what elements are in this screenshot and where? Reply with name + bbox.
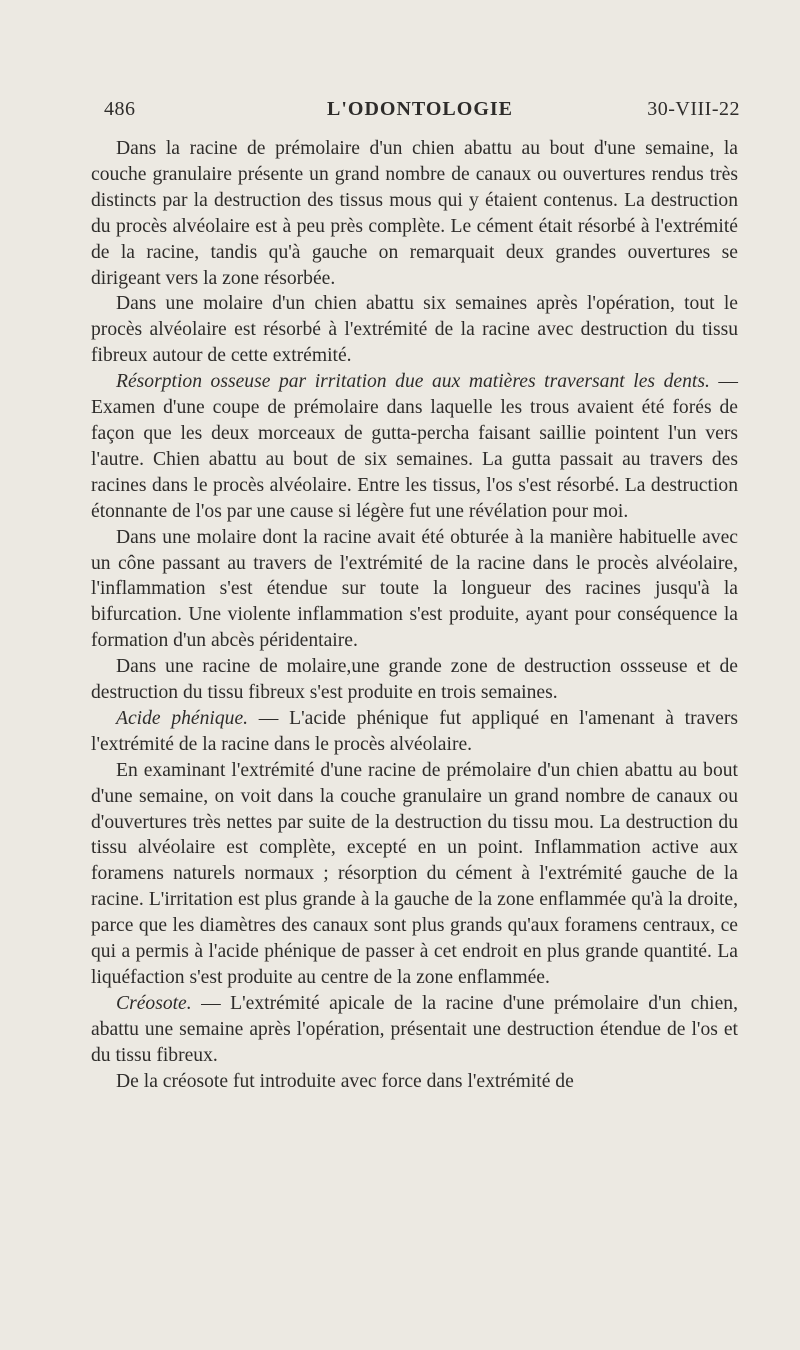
paragraph-1 — [91, 136, 738, 291]
paragraph-2 — [91, 291, 738, 369]
paragraph-text: — L'extrémité apicale de la racine d'une prémolaire d'un chien, abattu une semaine après l'opération, présentait une destruction étendue de l'os et du tissu fibreux. — [91, 992, 738, 1066]
paragraph-text: De la créosote fut introduite avec force dans l'extrémité de — [116, 1070, 574, 1092]
journal-title: L'ODONTOLOGIE — [326, 98, 513, 120]
paragraph-text: Dans une molaire dont la racine avait été obturée à la manière habituelle avec un cône passant au travers de l'extrémité de la racine dans le procès alvéolaire, l'inflammation s'est étendue sur toute la longueur des racines jusqu'à la bifurcation. Une violente inflammation s'est produite, ayant pour conséquence la formation d'un abcès péridentaire. — [91, 526, 738, 652]
section-heading-acide-phenique: Acide phénique. — [116, 707, 249, 729]
issue-date: 30-VIII-22 — [647, 98, 740, 120]
paragraph-3 — [91, 369, 738, 524]
paragraph-text: En examinant l'extrémité d'une racine de prémolaire d'un chien abattu au bout d'une semaine, on voit dans la couche granulaire un grand nombre de canaux ou d'ouvertures très nettes par suite de la destruction du tissu mou. La destruction du tissu alvéolaire est complète, excepté en un point. Inflammation active aux foramens naturels normaux ; résorption du cément à l'extrémité gauche de la racine. L'irritation est plus grande à la gauche de la zone enflammée qu'à la droite, parce que les diamètres des canaux sont plus grands qu'aux foramens centraux, ce qui a permis à l'acide phénique de passer à cet endroit en plus grande quantité. La liquéfaction s'est produite au centre de la zone enflammée. — [91, 759, 738, 988]
article-body — [91, 136, 738, 1095]
running-header — [100, 98, 740, 128]
paragraph-6 — [91, 706, 738, 758]
paragraph-text: Dans une racine de molaire,une grande zone de destruction ossseuse et de destruction du tissu fibreux s'est produite en trois semaines. — [91, 656, 738, 704]
paragraph-4 — [91, 525, 738, 655]
section-heading-resorption: Résorption osseuse par irritation due aux matières traversant les dents. — [116, 371, 710, 393]
paragraph-8 — [91, 991, 738, 1069]
page-number: 486 — [104, 98, 136, 120]
paragraph-7 — [91, 758, 738, 991]
paragraph-9 — [91, 1069, 738, 1095]
section-heading-creosote: Créosote. — [116, 992, 192, 1014]
paragraph-text: — Examen d'une coupe de prémolaire dans laquelle les trous avaient été forés de façon que les deux morceaux de gutta-percha faisant saillie pointent l'un vers l'autre. Chien abattu au bout de six semaines. La gutta passait au travers des racines dans le procès alvéolaire. Entre les tissus, l'os s'est résorbé. La destruction étonnante de l'os par une cause si légère fut une révélation pour moi. — [91, 371, 738, 522]
paragraph-5 — [91, 654, 738, 706]
paragraph-text: — L'acide phénique fut appliqué en l'amenant à travers l'extrémité de la racine dans le procès alvéolaire. — [91, 707, 738, 755]
paragraph-text: Dans une molaire d'un chien abattu six semaines après l'opération, tout le procès alvéolaire est résorbé à l'extrémité de la racine avec destruction du tissu fibreux autour de cette extrémité. — [91, 293, 738, 367]
paragraph-text: Dans la racine de prémolaire d'un chien abattu au bout d'une semaine, la couche granulaire présente un grand nombre de canaux ou ouvertures rendus très distincts par la destruction des tissus mous qui y étaient contenus. La destruction du procès alvéolaire est à peu près complète. Le cément était résorbé à l'extrémité de la racine, tandis qu'à gauche on remarquait deux grandes ouvertures se dirigeant vers la zone résorbée. — [91, 138, 738, 289]
